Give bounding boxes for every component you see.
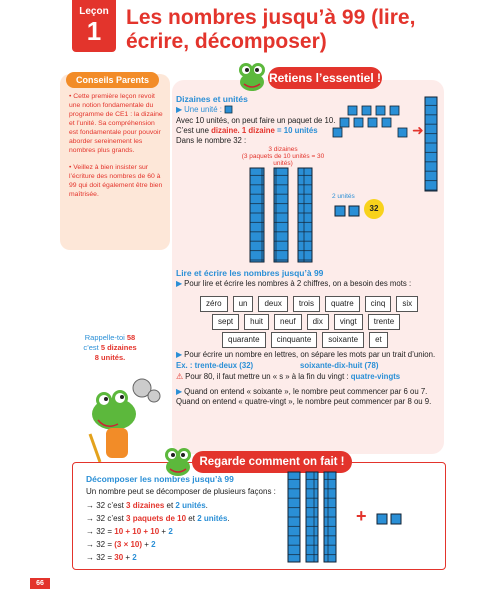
word-box: deux	[258, 296, 287, 312]
arrow-icon: →	[86, 514, 94, 523]
example-label: Ex. :	[176, 361, 193, 370]
decomposition-line: → 32 c’est 3 dizaines et 2 unités.	[86, 501, 208, 510]
number-badge: 32	[364, 199, 384, 219]
word-box: soixante	[322, 332, 364, 348]
section-heading: Dizaines et unités	[176, 94, 248, 104]
rappel-dizaines: 5 dizaines	[100, 343, 137, 352]
warning-example: quatre-vingts	[350, 372, 401, 381]
rappel-unites: 8 unités.	[94, 353, 126, 362]
text-line: Avec 10 unités, on peut faire un paquet de 10.	[176, 116, 336, 125]
two-cubes-icon	[376, 512, 404, 526]
two-cubes-icon	[334, 204, 362, 218]
essentiel-banner: Retiens l’essentiel !	[268, 67, 382, 89]
word-box: trois	[293, 296, 320, 312]
word-row	[212, 314, 400, 330]
dizaine-word: dizaine.	[211, 126, 240, 135]
frog-mascot-icon	[232, 58, 272, 92]
example-heading: Décomposer les nombres jusqu’à 99	[86, 474, 234, 484]
sidebar-paragraph: • Veillez à bien insister sur l’écriture des nombres de 60 à 99 qui doit également être bien maîtrisée.	[69, 164, 163, 198]
word-box: un	[233, 296, 254, 312]
text-line: Pour écrire un nombre en lettres, on sépare les mots par un trait d’union.	[184, 350, 436, 359]
word-box: six	[396, 296, 418, 312]
dizaines-caption: 3 dizaines	[268, 146, 298, 153]
arrow-icon: ▶	[176, 279, 182, 288]
word-box: quatre	[325, 296, 360, 312]
warning-icon: ⚠	[176, 372, 183, 381]
rappel-number: 58	[126, 333, 136, 342]
word-box: trente	[368, 314, 400, 330]
unit-cube-icon	[224, 105, 233, 114]
rappel-text: c’est	[83, 343, 99, 352]
arrow-right-icon: ➜	[412, 122, 424, 138]
page-number: 66	[30, 578, 50, 589]
example-1: trente-deux (32)	[194, 361, 254, 370]
section-heading: Lire et écrire les nombres jusqu’à 99	[176, 268, 324, 278]
text-line: Quand on entend « quatre-vingt », le nombre peut commencer par 8 ou 9.	[176, 397, 432, 406]
dizaines-caption-detail: (3 paquets de 10 unités = 30 unités)	[241, 153, 325, 167]
arrow-icon: →	[86, 501, 94, 510]
example-2: soixante-dix-huit (78)	[300, 361, 379, 370]
lesson-label: Leçon	[79, 6, 109, 17]
tens-rods-icon	[286, 470, 342, 564]
arrow-icon: ▶	[176, 387, 182, 396]
example-intro: Un nombre peut se décomposer de plusieurs façons :	[86, 487, 276, 496]
dizaine-eq: 1 dizaine	[241, 126, 275, 135]
text-line: Pour lire et écrire les nombres à 2 chiffres, on a besoin des mots :	[184, 279, 412, 288]
word-row	[222, 332, 388, 348]
sidebar-heading: Conseils Parents	[66, 72, 159, 88]
unites-eq: = 10 unités	[277, 126, 318, 135]
text-line: Dans le nombre 32 :	[176, 136, 247, 145]
text-fragment: C’est une	[176, 126, 209, 135]
ten-rod-icon	[424, 96, 438, 192]
sidebar-paragraph: • Cette première leçon revoit une notion fondamentale du programme de CE1 : la dizaine et l’unité. Sa compréhension est fondamentale pour pouvoir aborder sereinement les nombres plus grands.	[69, 93, 163, 154]
text-line: Quand on entend « soixante », le nombre peut commencer par 6 ou 7.	[184, 387, 428, 396]
tens-rods-icon	[248, 166, 318, 264]
parents-sidebar	[60, 74, 170, 250]
word-row	[200, 296, 418, 312]
arrow-icon: →	[86, 553, 94, 562]
unit-label: Une unité :	[184, 105, 222, 114]
ten-cubes-icon	[332, 104, 412, 138]
word-box: quarante	[222, 332, 266, 348]
lesson-number: 1	[86, 16, 102, 46]
word-box: dix	[307, 314, 329, 330]
word-box: huit	[244, 314, 269, 330]
word-box: sept	[212, 314, 239, 330]
lesson-tab	[72, 0, 116, 52]
arrow-icon: ▶	[176, 105, 182, 114]
example-banner: Regarde comment on fait !	[192, 451, 352, 473]
arrow-icon: ▶	[176, 350, 182, 359]
arrow-icon: →	[86, 540, 94, 549]
decomposition-line: → 32 = (3 × 10) + 2	[86, 540, 156, 549]
decomposition-line: → 32 = 30 + 2	[86, 553, 137, 562]
decomposition-line: → 32 c’est 3 paquets de 10 et 2 unités.	[86, 514, 230, 523]
rappel-text: Rappelle-toi	[84, 333, 125, 342]
word-box: cinq	[365, 296, 392, 312]
word-box: neuf	[274, 314, 302, 330]
page-title: Les nombres jusqu’à 99 (lire, écrire, décomposer)	[126, 6, 416, 53]
arrow-icon: →	[86, 527, 94, 536]
decomposition-line: → 32 = 10 + 10 + 10 + 2	[86, 527, 173, 536]
unites-caption: 2 unités	[332, 193, 355, 200]
word-box: et	[369, 332, 388, 348]
word-box: cinquante	[271, 332, 318, 348]
warning-text: Pour 80, il faut mettre un « s » à la fin du vingt :	[185, 372, 349, 381]
word-box: vingt	[334, 314, 363, 330]
word-box: zéro	[200, 296, 228, 312]
rappel-note	[68, 333, 152, 363]
plus-icon: +	[356, 506, 367, 526]
